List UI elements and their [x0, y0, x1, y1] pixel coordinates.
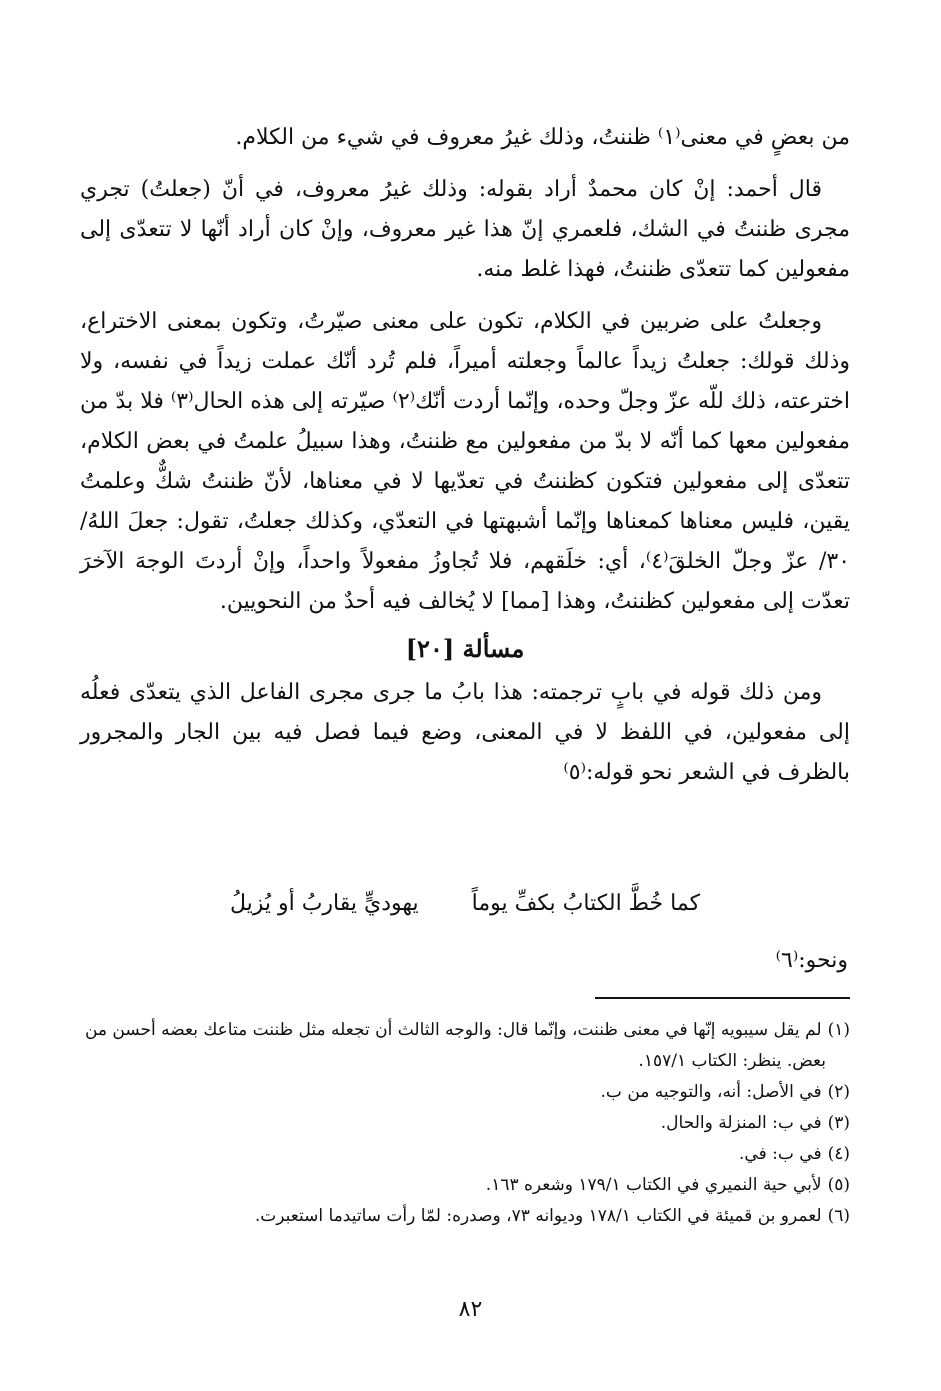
footnote-text: لأبي حية النميري في الكتاب ١٧٩/١ وشعره ١٦٣.: [485, 1175, 822, 1195]
paragraph-3: وجعلتُ على ضربين في الكلام، تكون على معنى صيّرتُ، وتكون بمعنى الاختراع، وذلك قولك: جعلتُ زيداً عالماً وجعلته أميراً، فلم تُرد أنّك عملت زيداً في نفسه، ولا اخترعته، ذلك للّه عزّ وجلّ وحده، وإنّما أردت أنّك⁽٢⁾ صيّرته إلى هذه الحال⁽٣⁾ فلا بدّ من مفعولين معها كما أنّه لا بدّ من مفعولين مع ظننتُ، وهذا سبيلُ علمتُ في بعض الكلام، تتعدّى إلى مفعولين فتكون كظننتُ في تعدّيها لا في معناها، لأنّ ظننتُ شكٌّ وعلمتُ يقين، فليس معناها كمعناها وإنّما أشبهتها في التعدّي، وكذلك جعلتُ، تقول: جعلَ اللهُ/ ٣٠/ عزّ وجلّ الخلقَ⁽٤⁾، أي: خلَقهم، فلا تُجاوزُ مفعولاً واحداً، وإنْ أردتَ الوجهَ الآخرَ تعدّت إلى مفعولين كظننتُ، وهذا [مما] لا يُخالف فيه أحدٌ من النحويين.: [80, 309, 851, 614]
footnote-number: (٣): [827, 1113, 850, 1133]
footnote-number: (٦): [827, 1206, 850, 1226]
footnote-text: لعمرو بن قميئة في الكتاب ١٧٨/١ وديوانه ٧٣، وصدره: لمّا رأت ساتيدما استعبرت.: [254, 1206, 822, 1226]
page-number: ٨٢: [458, 1297, 483, 1322]
footnote-5: [80, 1170, 850, 1201]
verse-first-hemistich: كما خُطَّ الكتابُ بكفِّ يوماً: [471, 891, 701, 916]
paragraph-2: قال أحمد: إنْ كان محمدٌ أراد بقوله: وذلك غيرُ معروف، في أنّ (جعلتُ) تجري مجرى ظننتُ في الشك، فلعمري إنّ هذا غير معروف، وإنْ كان أراد أنّها لا تتعدّى إلى مفعولين كما تتعدّى ظننتُ، فهذا غلط منه.: [80, 177, 850, 282]
footnote-number: (٢): [827, 1082, 850, 1102]
footnote-1: [80, 1015, 850, 1046]
main-text: [80, 118, 850, 805]
footnote-number: (٤): [827, 1144, 850, 1164]
footnote-text: في ب: المنزلة والحال.: [660, 1113, 822, 1133]
footnote-text: لم يقل سيبويه إنّها في معنى ظننت، وإنّما قال: والوجه الثالث أن تجعله مثل ظننت متاعك بعضه أحسن من: [84, 1020, 822, 1040]
verse-second-hemistich: يهوديٍّ يقاربُ أو يُزيلُ: [229, 891, 419, 916]
footnote-number: (١): [827, 1020, 850, 1040]
poetry-verse: [80, 886, 850, 922]
paragraph-4: ومن ذلك قوله في بابٍ ترجمته: هذا بابُ ما جرى مجرى الفاعل الذي يتعدّى فعلُه إلى مفعولين، في اللفظ لا في المعنى، وضع فيما فصل فيه بين الجار والمجرور بالظرف في الشعر نحو قوله:⁽٥⁾: [80, 680, 850, 785]
verse-intro: ونحو:⁽٦⁾: [775, 948, 848, 973]
footnote-6: [80, 1201, 850, 1232]
footnote-number: (٥): [827, 1175, 850, 1195]
section-heading: مسألة [٢٠]: [405, 634, 525, 663]
footnote-3: [80, 1108, 850, 1139]
footnote-1-continued: بعض. ينظر: الكتاب ١٥٧/١.: [638, 1051, 826, 1071]
footnote-separator: [595, 997, 850, 999]
footnote-text: في ب: في.: [739, 1144, 822, 1164]
footnote-text: في الأصل: أنه، والتوجيه من ب.: [600, 1082, 822, 1102]
footnote-2: [80, 1077, 850, 1108]
footnotes: [80, 1015, 850, 1232]
paragraph-1: من بعضٍ في معنى⁽١⁾ ظننتُ، وذلك غيرُ معروف في شيء من الكلام.: [235, 125, 850, 150]
footnote-4: [80, 1139, 850, 1170]
